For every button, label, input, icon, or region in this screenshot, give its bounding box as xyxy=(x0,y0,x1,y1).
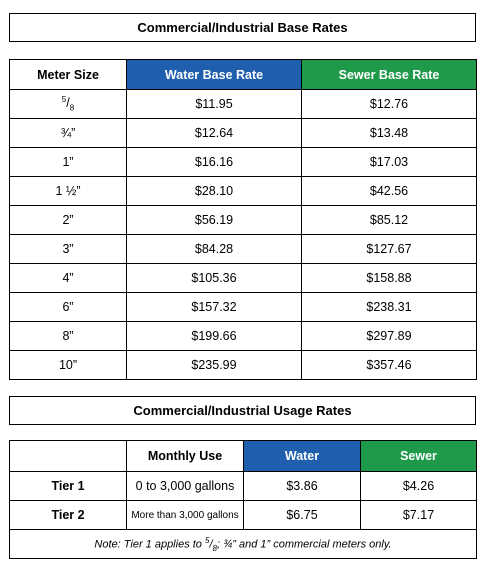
base-rates-header-row xyxy=(10,60,477,90)
table-row xyxy=(10,501,477,530)
tier-cell: Tier 1 xyxy=(10,472,127,501)
usage-rates-title: Commercial/Industrial Usage Rates xyxy=(9,396,476,425)
table-row xyxy=(10,472,477,501)
water-rate-cell: $235.99 xyxy=(127,351,302,380)
sewer-rate-cell: $7.17 xyxy=(361,501,477,530)
sewer-base-rate-header: Sewer Base Rate xyxy=(302,60,477,90)
meter-size-cell: 1 ½” xyxy=(10,177,127,206)
note-row xyxy=(10,530,477,559)
usage-rates-table xyxy=(9,440,477,559)
table-row xyxy=(10,351,477,380)
table-row xyxy=(10,235,477,264)
table-row xyxy=(10,322,477,351)
sewer-rate-cell: $238.31 xyxy=(302,293,477,322)
water-rate-cell: $199.66 xyxy=(127,322,302,351)
note-cell: Note: Tier 1 applies to $^5/_8$; ¾” and 1” commercial meters only. xyxy=(10,530,477,559)
sewer-header: Sewer xyxy=(361,441,477,472)
water-rate-cell: $105.36 xyxy=(127,264,302,293)
sewer-rate-cell: $42.56 xyxy=(302,177,477,206)
sewer-rate-cell: $127.67 xyxy=(302,235,477,264)
tier-header xyxy=(10,441,127,472)
monthly-use-cell: More than 3,000 gallons xyxy=(127,501,244,530)
meter-size-cell: 2” xyxy=(10,206,127,235)
base-rates-title: Commercial/Industrial Base Rates xyxy=(9,13,476,42)
meter-size-cell: 4” xyxy=(10,264,127,293)
meter-size-cell: 8” xyxy=(10,322,127,351)
table-row xyxy=(10,119,477,148)
meter-size-cell: ¾” xyxy=(10,119,127,148)
water-rate-cell: $84.28 xyxy=(127,235,302,264)
sewer-rate-cell: $357.46 xyxy=(302,351,477,380)
sewer-rate-cell: $13.48 xyxy=(302,119,477,148)
table-row xyxy=(10,148,477,177)
sewer-rate-cell: $17.03 xyxy=(302,148,477,177)
table-row xyxy=(10,264,477,293)
water-rate-cell: $16.16 xyxy=(127,148,302,177)
tier-cell: Tier 2 xyxy=(10,501,127,530)
meter-size-cell: 6” xyxy=(10,293,127,322)
water-rate-cell: $3.86 xyxy=(244,472,361,501)
meter-size-cell: 1” xyxy=(10,148,127,177)
sewer-rate-cell: $4.26 xyxy=(361,472,477,501)
table-row xyxy=(10,293,477,322)
sewer-rate-cell: $12.76 xyxy=(302,90,477,119)
water-rate-cell: $157.32 xyxy=(127,293,302,322)
monthly-use-header: Monthly Use xyxy=(127,441,244,472)
water-rate-cell: $6.75 xyxy=(244,501,361,530)
meter-size-header: Meter Size xyxy=(10,60,127,90)
water-rate-cell: $28.10 xyxy=(127,177,302,206)
table-row xyxy=(10,206,477,235)
base-rates-table xyxy=(9,59,477,380)
meter-size-cell: $^5/_8$ xyxy=(10,90,127,119)
table-row xyxy=(10,90,477,119)
monthly-use-cell: 0 to 3,000 gallons xyxy=(127,472,244,501)
table-row xyxy=(10,177,477,206)
sewer-rate-cell: $158.88 xyxy=(302,264,477,293)
sewer-rate-cell: $85.12 xyxy=(302,206,477,235)
water-rate-cell: $12.64 xyxy=(127,119,302,148)
usage-rates-header-row xyxy=(10,441,477,472)
water-rate-cell: $56.19 xyxy=(127,206,302,235)
water-base-rate-header: Water Base Rate xyxy=(127,60,302,90)
sewer-rate-cell: $297.89 xyxy=(302,322,477,351)
water-header: Water xyxy=(244,441,361,472)
meter-size-cell: 10” xyxy=(10,351,127,380)
water-rate-cell: $11.95 xyxy=(127,90,302,119)
meter-size-cell: 3” xyxy=(10,235,127,264)
